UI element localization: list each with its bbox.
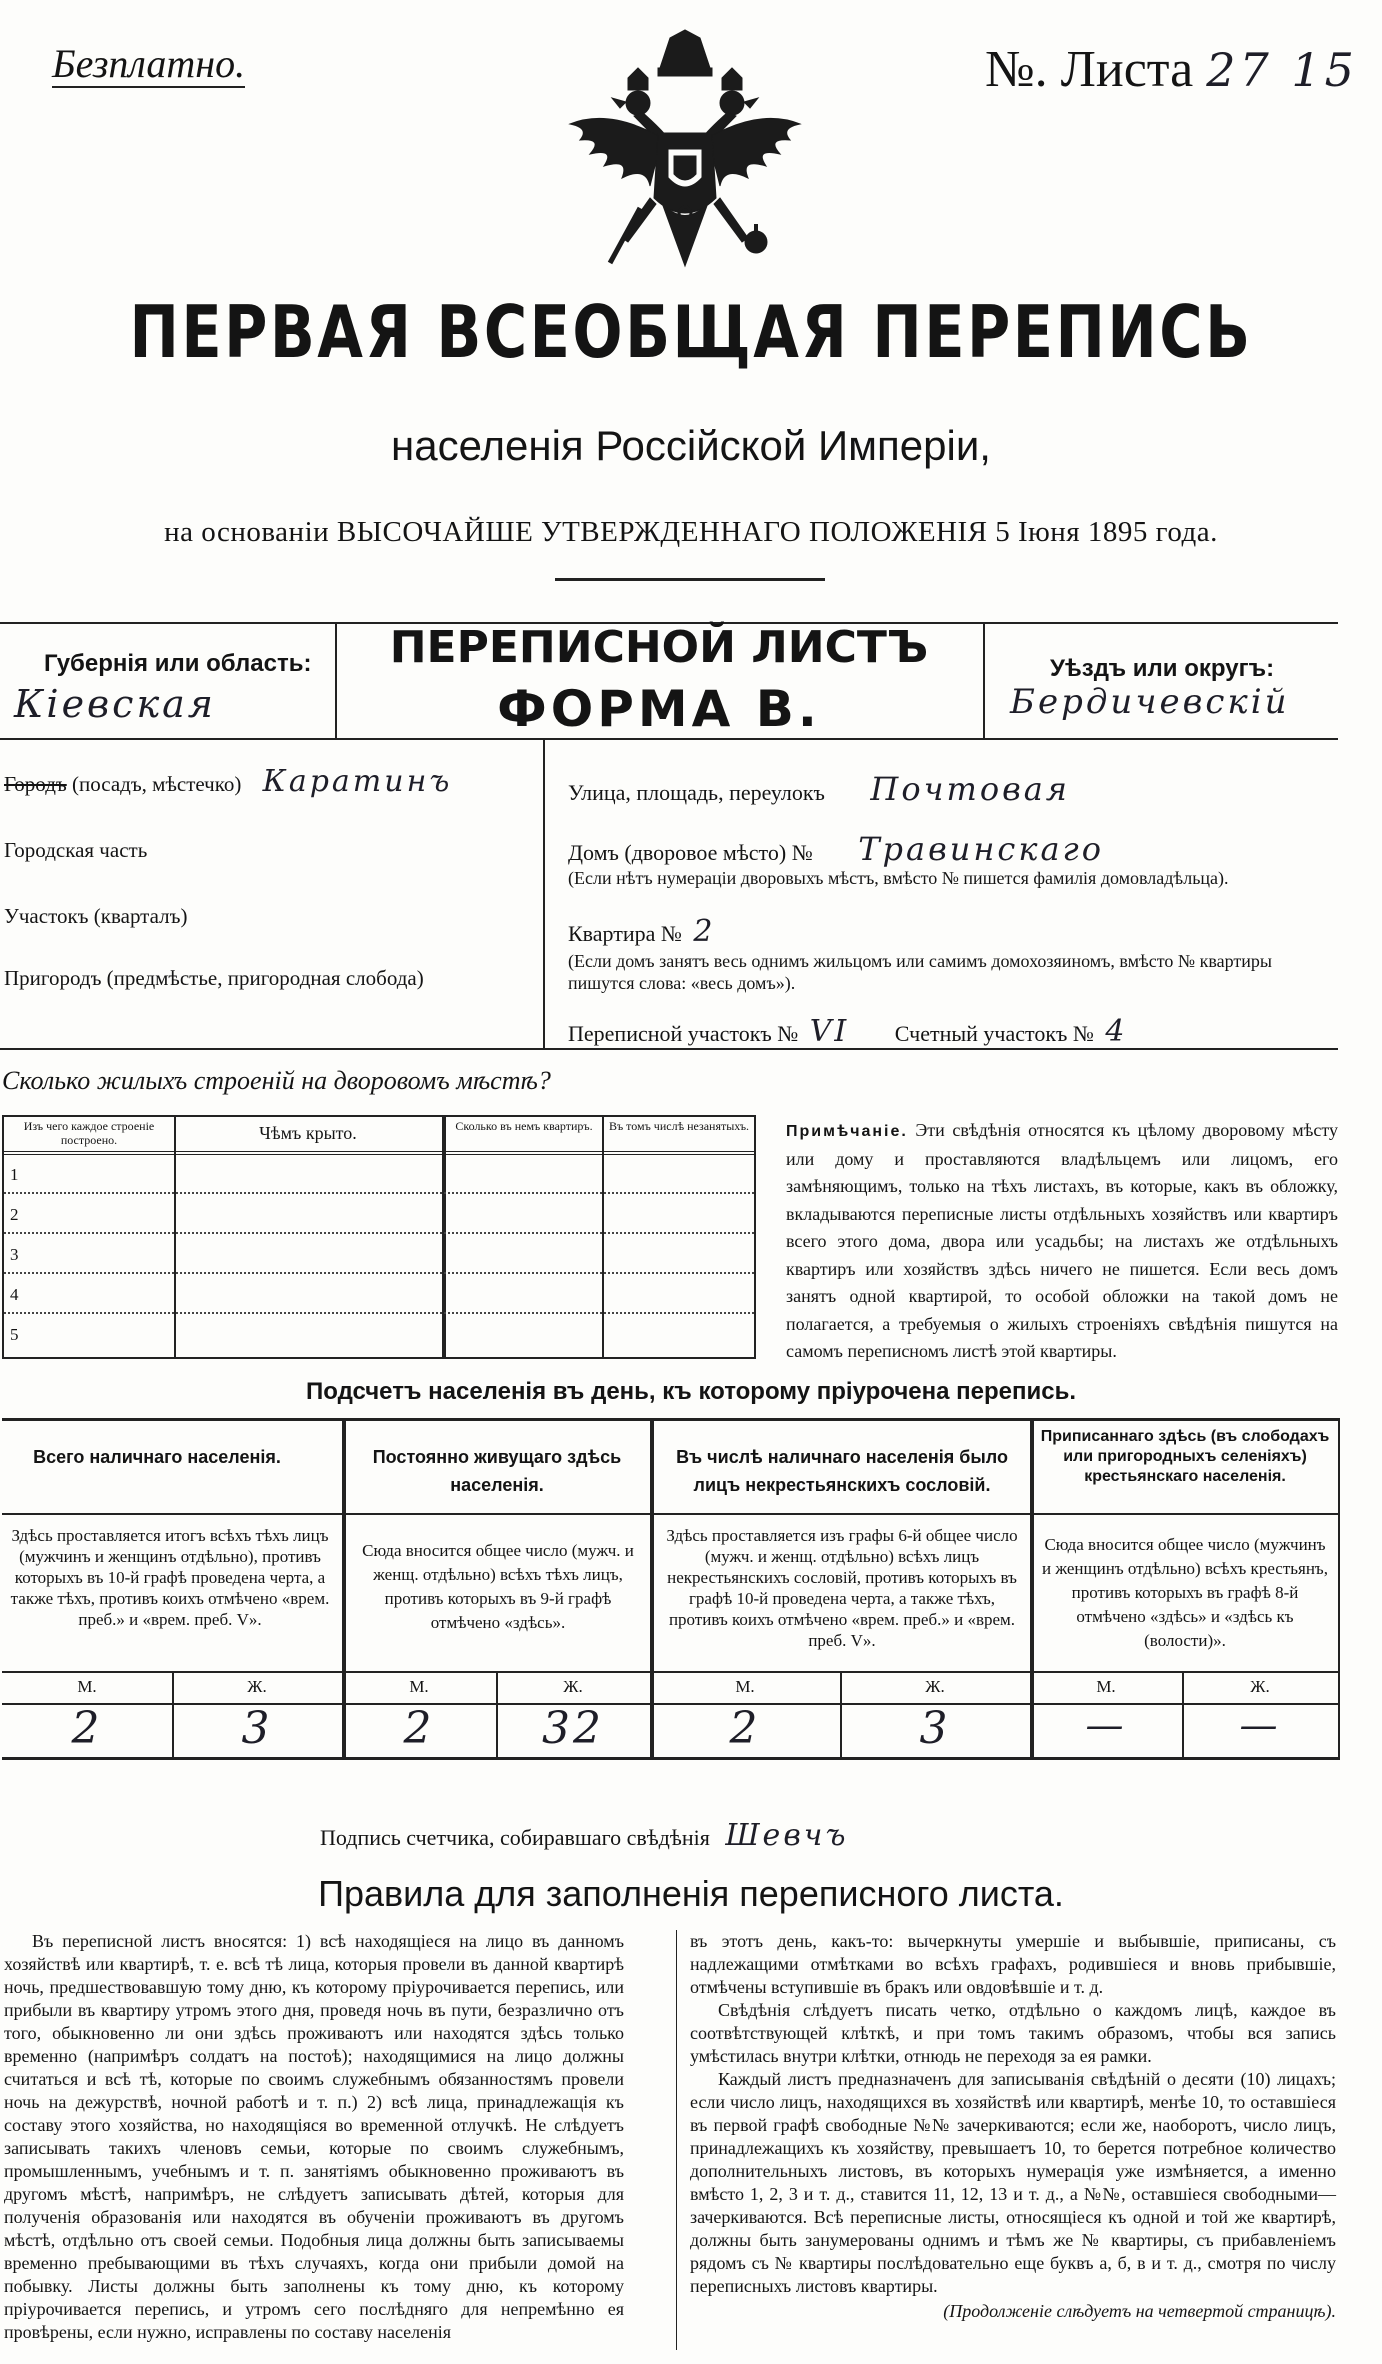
district-label: Уѣздъ или округъ: xyxy=(1050,655,1275,682)
rules-title: Правила для заполненія переписного листа. xyxy=(318,1873,1064,1914)
buildings-table xyxy=(2,1115,756,1359)
sheet-number-label: №. Листа xyxy=(985,41,1194,98)
precinct-label: Участокъ (кварталъ) xyxy=(4,904,188,928)
count-table xyxy=(2,1418,1340,1760)
census-district-row xyxy=(568,1014,1128,1049)
census-district-value: VI xyxy=(809,1014,850,1049)
count-header-non-peasant: Въ числѣ наличнаго населенія было лицъ некрестьянскихъ сословій. xyxy=(676,1447,1008,1495)
buildings-row-1: 1 xyxy=(10,1165,19,1184)
address-divider xyxy=(543,738,545,1048)
count-f-value-permanent: 32 xyxy=(542,1703,604,1754)
count-header-rule xyxy=(2,1513,1338,1515)
buildings-header-apartments: Сколько въ немъ квартиръ. xyxy=(455,1119,593,1133)
count-desc-permanent: Сюда вносится общее число (мужч. и женщ. отдѣльно) всѣхъ тѣхъ лицъ, противъ которыхъ въ 9-й графѣ отмѣчено «здѣсь». xyxy=(362,1541,634,1632)
count-desc-total: Здѣсь проставляется итогъ всѣхъ тѣхъ лицъ (мужчинъ и женщинъ отдѣльно), противъ которыхъ въ 10-й графѣ проведена черта, а также тѣхъ, противъ коихъ отмѣчено «врем. преб.» и «врем. преб. V». xyxy=(10,1526,330,1629)
decree-line: на основаніи ВЫСОЧАЙШЕ УТВЕРЖДЕННАГО ПОЛОЖЕНІЯ 5 Іюня 1895 года. xyxy=(164,516,1218,548)
count-f-label-permanent: Ж. xyxy=(563,1677,583,1696)
imperial-eagle-emblem xyxy=(550,28,820,288)
count-f-value-peasant: — xyxy=(1239,1703,1281,1747)
count-m-label-peasant: М. xyxy=(1096,1677,1116,1696)
count-f-value-non-peasant: 3 xyxy=(919,1703,951,1754)
buildings-row-2: 2 xyxy=(10,1205,19,1224)
town-value: Каратинъ xyxy=(262,764,453,799)
rules-left-paragraph: Въ переписной листъ вносятся: 1) всѣ находящіеся на лицо въ данномъ хозяйствѣ или квартирѣ, т. е. всѣ тѣ лица, которыя провели въ данной квартирѣ ночь, предшествовавшую тому дню, къ которому пріурочивается перепись, или прибыли въ квартиру утромъ этого дня, проведя ночь въ пути, безразлично отъ того, обыкновенно ли они здѣсь проживаютъ или находятся здѣсь только временно (напримѣръ солдатъ на постоѣ); находящимися на лицо должны считаться и всѣ тѣ, которые по своимъ служебнымъ обязанностямъ провели ночь на дежурствѣ, ночной работѣ и т. п.) 2) всѣ лица, принадлежащія къ составу этого хозяйства, но находящіяся во временной отлучкѣ. Не слѣдуетъ записывать такихъ членовъ семьи, которые по своимъ служебнымъ, промышленнымъ, учебнымъ и т. п. занятіямъ обыкновенно проживаютъ въ другомъ мѣстѣ, напримѣръ, не слѣдуетъ записывать дѣтей, которыя для полученія образованія или находятся въ обученіи проживаютъ въ другомъ мѣстѣ, отдѣльно отъ своей семьи. Подобныя лица должны быть записываемы временно пребывающими въ тѣхъ случаяхъ, когда они прибыли домой на побывку. Листы должны быть заполнены къ тому дню, къ которому пріурочивается перепись, и утромъ сего послѣдняго для непремѣнно ея провѣрены, если нужно, исправлены по составу населенія xyxy=(4,1931,624,2342)
house-value: Травинскаго xyxy=(858,830,1104,868)
buildings-row-rule xyxy=(4,1232,754,1234)
house-note: (Если нѣтъ нумераціи дворовыхъ мѣстъ, вмѣсто № пишется фамилія домовладѣльца). xyxy=(568,868,1229,888)
rules-right-paragraph: въ этотъ день, какъ-то: вычеркнуты умершіе и выбывшіе, приписаны, съ надлежащими отмѣтками во всѣхъ графахъ, родившіеся и вновь прибывшіе, отмѣчены вступившіе въ бракъ или овдовѣвшіе и т. д. xyxy=(690,1931,1336,1997)
count-m-label-non-peasant: М. xyxy=(735,1677,755,1696)
note-label: Примѣчаніе. xyxy=(786,1123,908,1140)
buildings-row-5: 5 xyxy=(10,1325,19,1344)
buildings-row-3: 3 xyxy=(10,1245,19,1264)
count-title: Подсчетъ населенія въ день, къ которому пріурочена перепись. xyxy=(306,1378,1076,1405)
rules-divider xyxy=(676,1930,677,2350)
town-label-struck: Городъ xyxy=(4,772,67,796)
form-sheet-title: ПЕРЕПИСНОЙ ЛИСТЪ xyxy=(389,622,929,673)
street-label: Улица, площадь, переулокъ xyxy=(568,780,825,805)
count-f-label-peasant: Ж. xyxy=(1250,1677,1270,1696)
city-part-label: Городская часть xyxy=(4,838,148,862)
count-f-value-total: 3 xyxy=(241,1703,273,1754)
buildings-header-roof: Чѣмъ крыто. xyxy=(259,1123,357,1143)
count-f-label-non-peasant: Ж. xyxy=(925,1677,945,1696)
note-text: Эти свѣдѣнія относятся къ цѣлому дворовому мѣсту или дому и проставляются владѣльцемъ или лицомъ, его замѣняющимъ, только на тѣхъ листахъ, въ которые, какъ въ обложку, вкладываются переписные листы отдѣльныхъ хозяйствъ или квартиръ всего этого дома, двора или усадьбы; на листахъ же отдѣльныхъ квартиръ или хозяйствъ здѣсь ничего не пишется. Если весь домъ занятъ одной квартирой, то особой обложки на такой домъ не полагается, а требуемыя о жилыхъ строеніяхъ свѣдѣнія пишутся на самомъ переписномъ листѣ этой квартиры. xyxy=(786,1120,1338,1361)
apartment-label: Квартира № xyxy=(568,921,682,946)
town-label: (посадъ, мѣстечко) xyxy=(71,772,242,796)
count-district-label: Счетный участокъ № xyxy=(894,1021,1094,1046)
note-block xyxy=(786,1117,1338,1366)
count-m-label-permanent: М. xyxy=(409,1677,429,1696)
rules-left-column xyxy=(4,1930,624,2344)
rules-continued-note: (Продолженіе слѣдуетъ на четвертой страницѣ). xyxy=(943,2301,1336,2321)
rules-right-paragraph: Свѣдѣнія слѣдуетъ писать четко, отдѣльно о каждомъ лицѣ, каждое въ соотвѣтствующей клѣткѣ, и при томъ такимъ образомъ, чтобы вся запись умѣстилась внутри клѣтки, отнюдь не переходя за ея рамки. xyxy=(690,2000,1336,2066)
free-label: Безплатно. xyxy=(52,41,246,86)
town-row xyxy=(4,764,452,799)
buildings-row-rule xyxy=(4,1192,754,1194)
signature-value: Шевчъ xyxy=(725,1818,849,1853)
signature-row xyxy=(320,1818,848,1853)
sheet-number xyxy=(985,40,1358,99)
page-subtitle: населенія Россійской Имперіи, xyxy=(391,422,991,469)
count-m-label-total: М. xyxy=(77,1677,97,1696)
count-desc-rule xyxy=(2,1671,1338,1673)
suburb-label: Пригородъ (предмѣстье, пригородная слобода) xyxy=(4,966,424,990)
header-rule xyxy=(555,578,825,581)
apartment-note: (Если домъ занятъ весь однимъ жильцомъ или самимъ домохозяиномъ, вмѣсто № квартиры пишутся слова: «весь домъ»). xyxy=(568,951,1272,993)
page-title: ПЕРВАЯ ВСЕОБЩАЯ ПЕРЕПИСЬ xyxy=(129,290,1253,374)
count-m-value-permanent: 2 xyxy=(403,1703,435,1754)
count-header-peasant: Приписаннаго здѣсь (въ слободахъ или пригородныхъ селеніяхъ) крестьянскаго населенія. xyxy=(1040,1428,1330,1485)
count-desc-non-peasant: Здѣсь проставляется изъ графы 6-й общее число (мужч. и женщ. отдѣльно) всѣхъ лицъ некрестьянскихъ сословій, противъ которыхъ въ графѣ 10-й проведена черта, а также тѣхъ, противъ коихъ отмѣчено «врем. преб.» и «врем. преб. V». xyxy=(666,1526,1018,1650)
street-row xyxy=(568,770,1070,808)
buildings-question: Сколько жилыхъ строеній на дворовомъ мѣстѣ? xyxy=(2,1066,551,1095)
count-m-value-peasant: — xyxy=(1085,1703,1127,1747)
form-head-divider-right xyxy=(983,622,985,738)
count-m-value-total: 2 xyxy=(71,1703,103,1754)
buildings-row-4: 4 xyxy=(10,1285,19,1304)
signature-label: Подпись счетчика, собиравшаго свѣдѣнія xyxy=(320,1825,710,1850)
count-header-total: Всего наличнаго населенія. xyxy=(33,1447,281,1467)
buildings-header-material: Изъ чего каждое строеніе построено. xyxy=(23,1119,155,1147)
province-label: Губернія или область: xyxy=(44,650,312,677)
street-value: Почтовая xyxy=(870,770,1070,808)
house-label: Домъ (дворовое мѣсто) № xyxy=(568,840,813,865)
form-head-bottom-rule xyxy=(0,738,1338,740)
buildings-header-rule xyxy=(4,1151,754,1155)
buildings-row-rule xyxy=(4,1312,754,1314)
count-desc-peasant: Сюда вносится общее число (мужчинъ и женщинъ отдѣльно) всѣхъ крестьянъ, противъ которыхъ въ графѣ 8-й отмѣчено «здѣсь» и «здѣсь къ (волости)». xyxy=(1042,1535,1328,1650)
census-district-label: Переписной участокъ № xyxy=(568,1021,799,1046)
apartment-value: 2 xyxy=(693,914,716,949)
buildings-header-vacant: Въ томъ числѣ незанятыхъ. xyxy=(608,1119,750,1133)
sheet-number-value: 27 15 xyxy=(1206,43,1358,97)
count-m-value-non-peasant: 2 xyxy=(729,1703,761,1754)
house-row xyxy=(568,830,1104,868)
rules-right-paragraph: Каждый листъ предназначенъ для записыванія свѣдѣній о десяти (10) лицахъ; если число лицъ, находящихся въ хозяйствѣ или квартирѣ, менѣе 10, то оставшіеся въ первой графѣ свободные №№ зачеркиваются; если же, наоборотъ, число лицъ, принадлежащихъ къ хозяйству, превышаетъ 10, то берется потребное количество дополнительныхъ листовъ, въ которыхъ нумерація уже измѣняется, а именно вмѣсто 1, 2, 3 и т. д., ставится 11, 12, 13 и т. д., а №№, оставшіеся свободными—зачеркиваются. Всѣ переписные листы, относящіеся къ одной и той же квартирѣ, должны быть занумерованы однимъ и тѣмъ же № квартиры, съ прибавленіемъ рядомъ съ № квартиры послѣдовательно еще буквъ а, б, в и т. д., смотря по числу переписныхъ листовъ квартиры. xyxy=(690,2069,1336,2296)
count-district-value: 4 xyxy=(1105,1014,1128,1049)
province-value: Кіевская xyxy=(14,682,216,726)
form-name: ФОРМА В. xyxy=(497,680,821,738)
apartment-row xyxy=(568,914,715,949)
rules-right-column xyxy=(690,1930,1336,2323)
district-value: Бердичевскій xyxy=(1010,682,1290,722)
buildings-row-rule xyxy=(4,1272,754,1274)
count-header-permanent: Постоянно живущаго здѣсь населенія. xyxy=(372,1447,622,1495)
count-f-label-total: Ж. xyxy=(247,1677,267,1696)
